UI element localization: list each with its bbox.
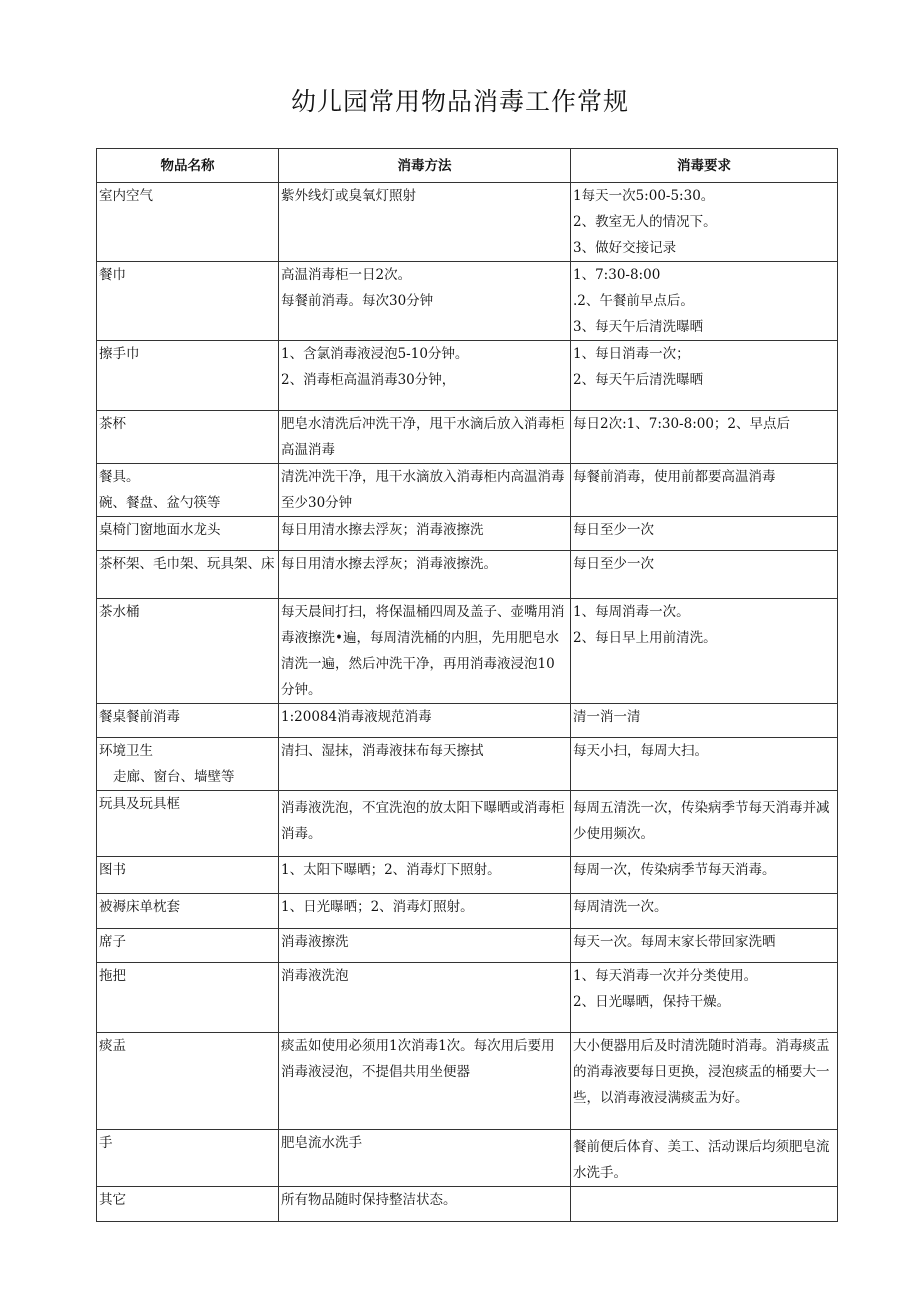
method-cell [279,857,571,894]
method-text: 每餐前消毒。每次30分钟 [281,293,434,309]
method-text: 每日用清水擦去浮灰；消毒液擦洗 [281,522,484,538]
method-text: 1、日光曝晒；2、消毒灯照射。 [281,899,474,915]
requirement-text: 3、每天午后清洗曝晒 [573,319,704,335]
table-row [97,1130,838,1187]
item-cell [97,791,279,857]
disinfection-table [96,148,838,1222]
item-text: 走廊、窗台、墙壁等 [113,769,235,785]
method-text: 所有物品随时保持整洁状态。 [281,1192,457,1208]
table-row [97,929,838,963]
requirement-cell [571,517,838,551]
item-cell [97,183,279,262]
requirement-text: 每天一次。每周末家长带回家洗晒 [573,934,776,950]
requirement-cell [571,183,838,262]
table-row [97,411,838,464]
requirement-cell [571,551,838,599]
method-cell [279,517,571,551]
item-text: 玩具及玩具框 [99,796,180,812]
method-cell [279,738,571,791]
method-text: 清扫、湿抹，消毒液抹布每天擦拭 [281,743,484,759]
requirement-text: 1每天一次5:00-5:30。 [573,188,715,204]
item-text: 其它 [99,1192,126,1208]
requirement-cell [571,464,838,517]
item-cell [97,551,279,599]
method-text: 消毒液洗泡 [281,968,349,984]
item-cell [97,411,279,464]
requirement-text: 每日至少一次 [573,556,654,572]
method-text: 2、消毒柜高温消毒30分钟， [281,372,456,388]
requirement-text: 1、7:30-8:00 [573,267,661,283]
requirement-cell [571,341,838,411]
requirement-text: 1、每天消毒一次并分类使用。 [573,968,758,984]
item-cell [97,464,279,517]
table-row [97,517,838,551]
page-title: 幼儿园常用物品消毒工作常规 [290,87,629,116]
item-text: 茶杯 [99,416,126,432]
method-cell [279,341,571,411]
requirement-text: 1、每日消毒一次； [573,346,690,362]
requirement-cell [571,1130,838,1187]
item-text: 餐巾 [99,267,126,283]
method-text: 消毒液洗泡，不宜洗泡的放太阳下曝晒或消毒柜消毒。 [281,800,565,842]
method-cell [279,1187,571,1222]
item-text: 拖把 [99,968,126,984]
method-cell [279,704,571,738]
item-cell [97,1187,279,1222]
table-row [97,262,838,341]
method-cell [279,1033,571,1130]
method-cell [279,1130,571,1187]
item-cell [97,517,279,551]
item-text: 手 [99,1135,113,1151]
method-text: 痰盂如使用必须用1次消毒1次。每次用后要用消毒液浸泡，不提倡共用坐便器 [281,1038,555,1080]
item-text: 被褥床单枕套 [99,899,180,915]
table-row [97,599,838,704]
requirement-cell [571,411,838,464]
item-text: 餐具。 [99,469,140,485]
requirement-text: 每周一次，传染病季节每天消毒。 [573,862,776,878]
item-cell [97,341,279,411]
table-row [97,704,838,738]
requirement-text: 2、每天午后清洗曝晒 [573,372,704,388]
requirement-cell [571,599,838,704]
table-row [97,738,838,791]
method-cell [279,599,571,704]
header-item-name: 物品名称 [97,149,279,183]
method-text: 肥皂水清洗后冲洗干净，甩干水滴后放入消毒柜高温消毒 [281,416,565,458]
table-row [97,963,838,1033]
item-cell [97,894,279,929]
table-row [97,551,838,599]
table-row [97,894,838,929]
method-text: 紫外线灯或臭氧灯照射 [281,188,416,204]
requirement-text: 餐前便后体育、美工、活动课后均须肥皂流水洗手。 [573,1139,830,1181]
method-cell [279,791,571,857]
table-row [97,791,838,857]
item-cell [97,599,279,704]
requirement-cell [571,963,838,1033]
item-cell [97,1130,279,1187]
method-cell [279,262,571,341]
header-method: 消毒方法 [279,149,571,183]
table-row [97,464,838,517]
item-cell [97,857,279,894]
item-text: 茶杯架、毛巾架、玩具架、床 [99,556,275,572]
method-cell [279,894,571,929]
requirement-text: 清一消一清 [573,709,641,725]
requirement-cell [571,704,838,738]
method-cell [279,183,571,262]
method-cell [279,551,571,599]
item-text: 环境卫生 [99,743,153,759]
requirement-text: 每日至少一次 [573,522,654,538]
table-row [97,183,838,262]
requirement-text: 2、教室无人的情况下。 [573,214,717,230]
method-text: 1、太阳下曝晒；2、消毒灯下照射。 [281,862,501,878]
requirement-text: 每天小扫，每周大扫。 [573,743,708,759]
method-text: 1:20084消毒液规范消毒 [281,709,432,725]
requirement-cell [571,929,838,963]
method-text: 每日用清水擦去浮灰；消毒液擦洗。 [281,556,497,572]
item-text: 餐桌餐前消毒 [99,709,180,725]
requirement-cell [571,738,838,791]
method-text: 1、含氯消毒液浸泡5-10分钟。 [281,346,469,362]
table-header-row [97,149,838,183]
table-row [97,1033,838,1130]
table-row [97,857,838,894]
item-text: 碗、餐盘、盆勺筷等 [99,495,221,511]
item-cell [97,929,279,963]
item-text: 席子 [99,934,126,950]
item-text: 桌椅门窗地面水龙头 [99,522,221,538]
requirement-text: 1、每周消毒一次。 [573,604,690,620]
requirement-cell [571,894,838,929]
requirement-text: 每餐前消毒，使用前都要高温消毒 [573,469,776,485]
method-cell [279,464,571,517]
requirement-text: 大小便器用后及时清洗随时消毒。消毒痰盂的消毒液要每日更换，浸泡痰盂的桶要大一些，以消毒液浸满痰盂为好。 [573,1038,830,1106]
table-row [97,1187,838,1222]
item-cell [97,704,279,738]
method-text: 清洗冲洗干净，甩干水滴放入消毒柜内高温消毒至少30分钟 [281,469,565,511]
requirement-text: 每周清洗一次。 [573,899,668,915]
requirement-cell [571,1187,838,1222]
requirement-text: 每周五清洗一次，传染病季节每天消毒并减少使用频次。 [573,800,830,842]
item-cell [97,262,279,341]
method-text: 消毒液擦洗 [281,934,349,950]
table-row [97,341,838,411]
item-text: 擦手巾 [99,346,140,362]
method-cell [279,929,571,963]
method-cell [279,963,571,1033]
requirement-cell [571,1033,838,1130]
item-text: 茶水桶 [99,604,140,620]
requirement-text: 2、每日早上用前清洗。 [573,630,717,646]
requirement-text: 3、做好交接记录 [573,240,677,256]
item-cell [97,1033,279,1130]
item-cell [97,963,279,1033]
header-requirement: 消毒要求 [571,149,838,183]
method-text: 每天晨间打扫，将保温桶四周及盖子、壶嘴用消毒液擦洗•遍，每周清洗桶的内胆，先用肥皂水清洗一遍，然后冲洗干净，再用消毒液浸泡10分钟。 [281,604,565,698]
requirement-cell [571,262,838,341]
item-text: 痰盂 [99,1038,126,1054]
item-text: 图书 [99,862,126,878]
item-text: 室内空气 [99,188,153,204]
requirement-text: 每日2次:1、7:30-8:00；2、早点后 [573,416,791,432]
method-cell [279,411,571,464]
requirement-text: 2、日光曝晒，保持干燥。 [573,994,731,1010]
requirement-cell [571,857,838,894]
requirement-cell [571,791,838,857]
method-text: 肥皂流水洗手 [281,1135,362,1151]
method-text: 高温消毒柜一日2次。 [281,267,412,283]
requirement-text: .2、午餐前早点后。 [573,293,694,309]
item-cell [97,738,279,791]
